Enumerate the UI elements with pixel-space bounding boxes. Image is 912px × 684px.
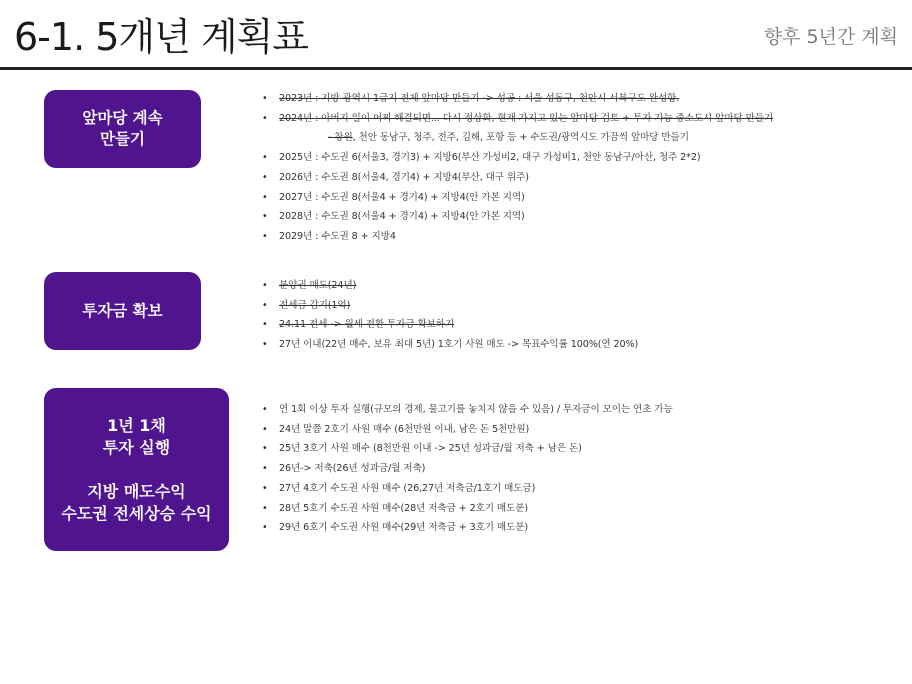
section-label-front-yard: 앞마당 계속 만들기	[44, 90, 201, 168]
list-item: • 2027년 : 수도권 8(서울4 + 경기4) + 지방4(안 가본 지역)	[260, 188, 773, 208]
section-list-investment-funds	[260, 276, 638, 355]
list-item: • 26년-> 저축(26년 성과금/월 저축)	[260, 459, 673, 479]
list-item-text: , 천안 동남구, 청주, 전주, 김해, 포항 등 + 수도권/광역시도 가끔씩 앞마당 만들기	[352, 132, 689, 144]
list-item: • 24년 말쯤 2호기 사원 매수 (6천만원 이내, 남은 돈 5천만원)	[260, 420, 673, 440]
list-item: • 2026년 : 수도권 8(서울4, 경기4) + 지방4(부산, 대구 위주)	[260, 168, 773, 188]
section-label-investment-funds: 투자금 확보	[44, 272, 201, 350]
title-divider	[0, 67, 912, 70]
list-item: • 27년 이내(22년 매수, 보유 최대 5년) 1호기 사원 매도 -> 목표수익률 100%(연 20%)	[260, 335, 638, 355]
list-item: • 2028년 : 수도권 8(서울4 + 경기4) + 지방4(안 가본 지역)	[260, 207, 773, 227]
page-subtitle: 향후 5년간 계획	[763, 26, 898, 48]
section-list-annual-investment	[260, 400, 673, 538]
section-label-annual-investment: 1년 1채 투자 실행 지방 매도수익 수도권 전세상승 수익	[44, 388, 229, 551]
list-item: • 연 1회 이상 투자 실행(규모의 경제, 물고기를 놓치지 않을 수 있음) / 투자금이 모이는 연초 가능	[260, 400, 673, 420]
list-item: • 2025년 : 수도권 6(서울3, 경기3) + 지방6(부산 가성비2, 대구 가성비1, 천안 동남구/아산, 청주 2*2)	[260, 148, 773, 168]
list-item	[260, 128, 773, 148]
section-list-front-yard	[260, 89, 773, 247]
list-item: • 분양권 매도(24년)	[260, 276, 638, 296]
list-item: • 24.11 전세 -> 월세 전환 투자금 확보하기	[260, 315, 638, 335]
list-item: • 27년 4호기 수도권 사원 매수 (26,27년 저축금/1호기 매도금)	[260, 479, 673, 499]
page-title: 6-1. 5개년 계획표	[14, 15, 309, 59]
list-item: • 28년 5호기 수도권 사원 매수(28년 저축금 + 2호기 매도분)	[260, 499, 673, 519]
list-item: • 2024년 : 아버지 일이 어찌 해결되면... 다시 정상화, 현재 가지고 있는 앞마당 검토 + 투자 가능 중소도시 앞마당 만들기	[260, 109, 773, 129]
struck-text: - 창원	[328, 132, 353, 144]
list-item: • 2023년 : 지방 광역시 1급지 전체 앞마당 만들기 -> 성공 : 서울 성동구, 천안시 서북구도 완성함.	[260, 89, 773, 109]
list-item: • 2029년 : 수도권 8 + 지방4	[260, 227, 773, 247]
list-item: • 25년 3호기 사원 매수 (8천만원 이내 -> 25년 성과금/월 저축 + 남은 돈)	[260, 439, 673, 459]
list-item: • 29년 6호기 수도권 사원 매수(29년 저축금 + 3호기 매도분)	[260, 518, 673, 538]
list-item: • 전세금 감기(1억)	[260, 296, 638, 316]
